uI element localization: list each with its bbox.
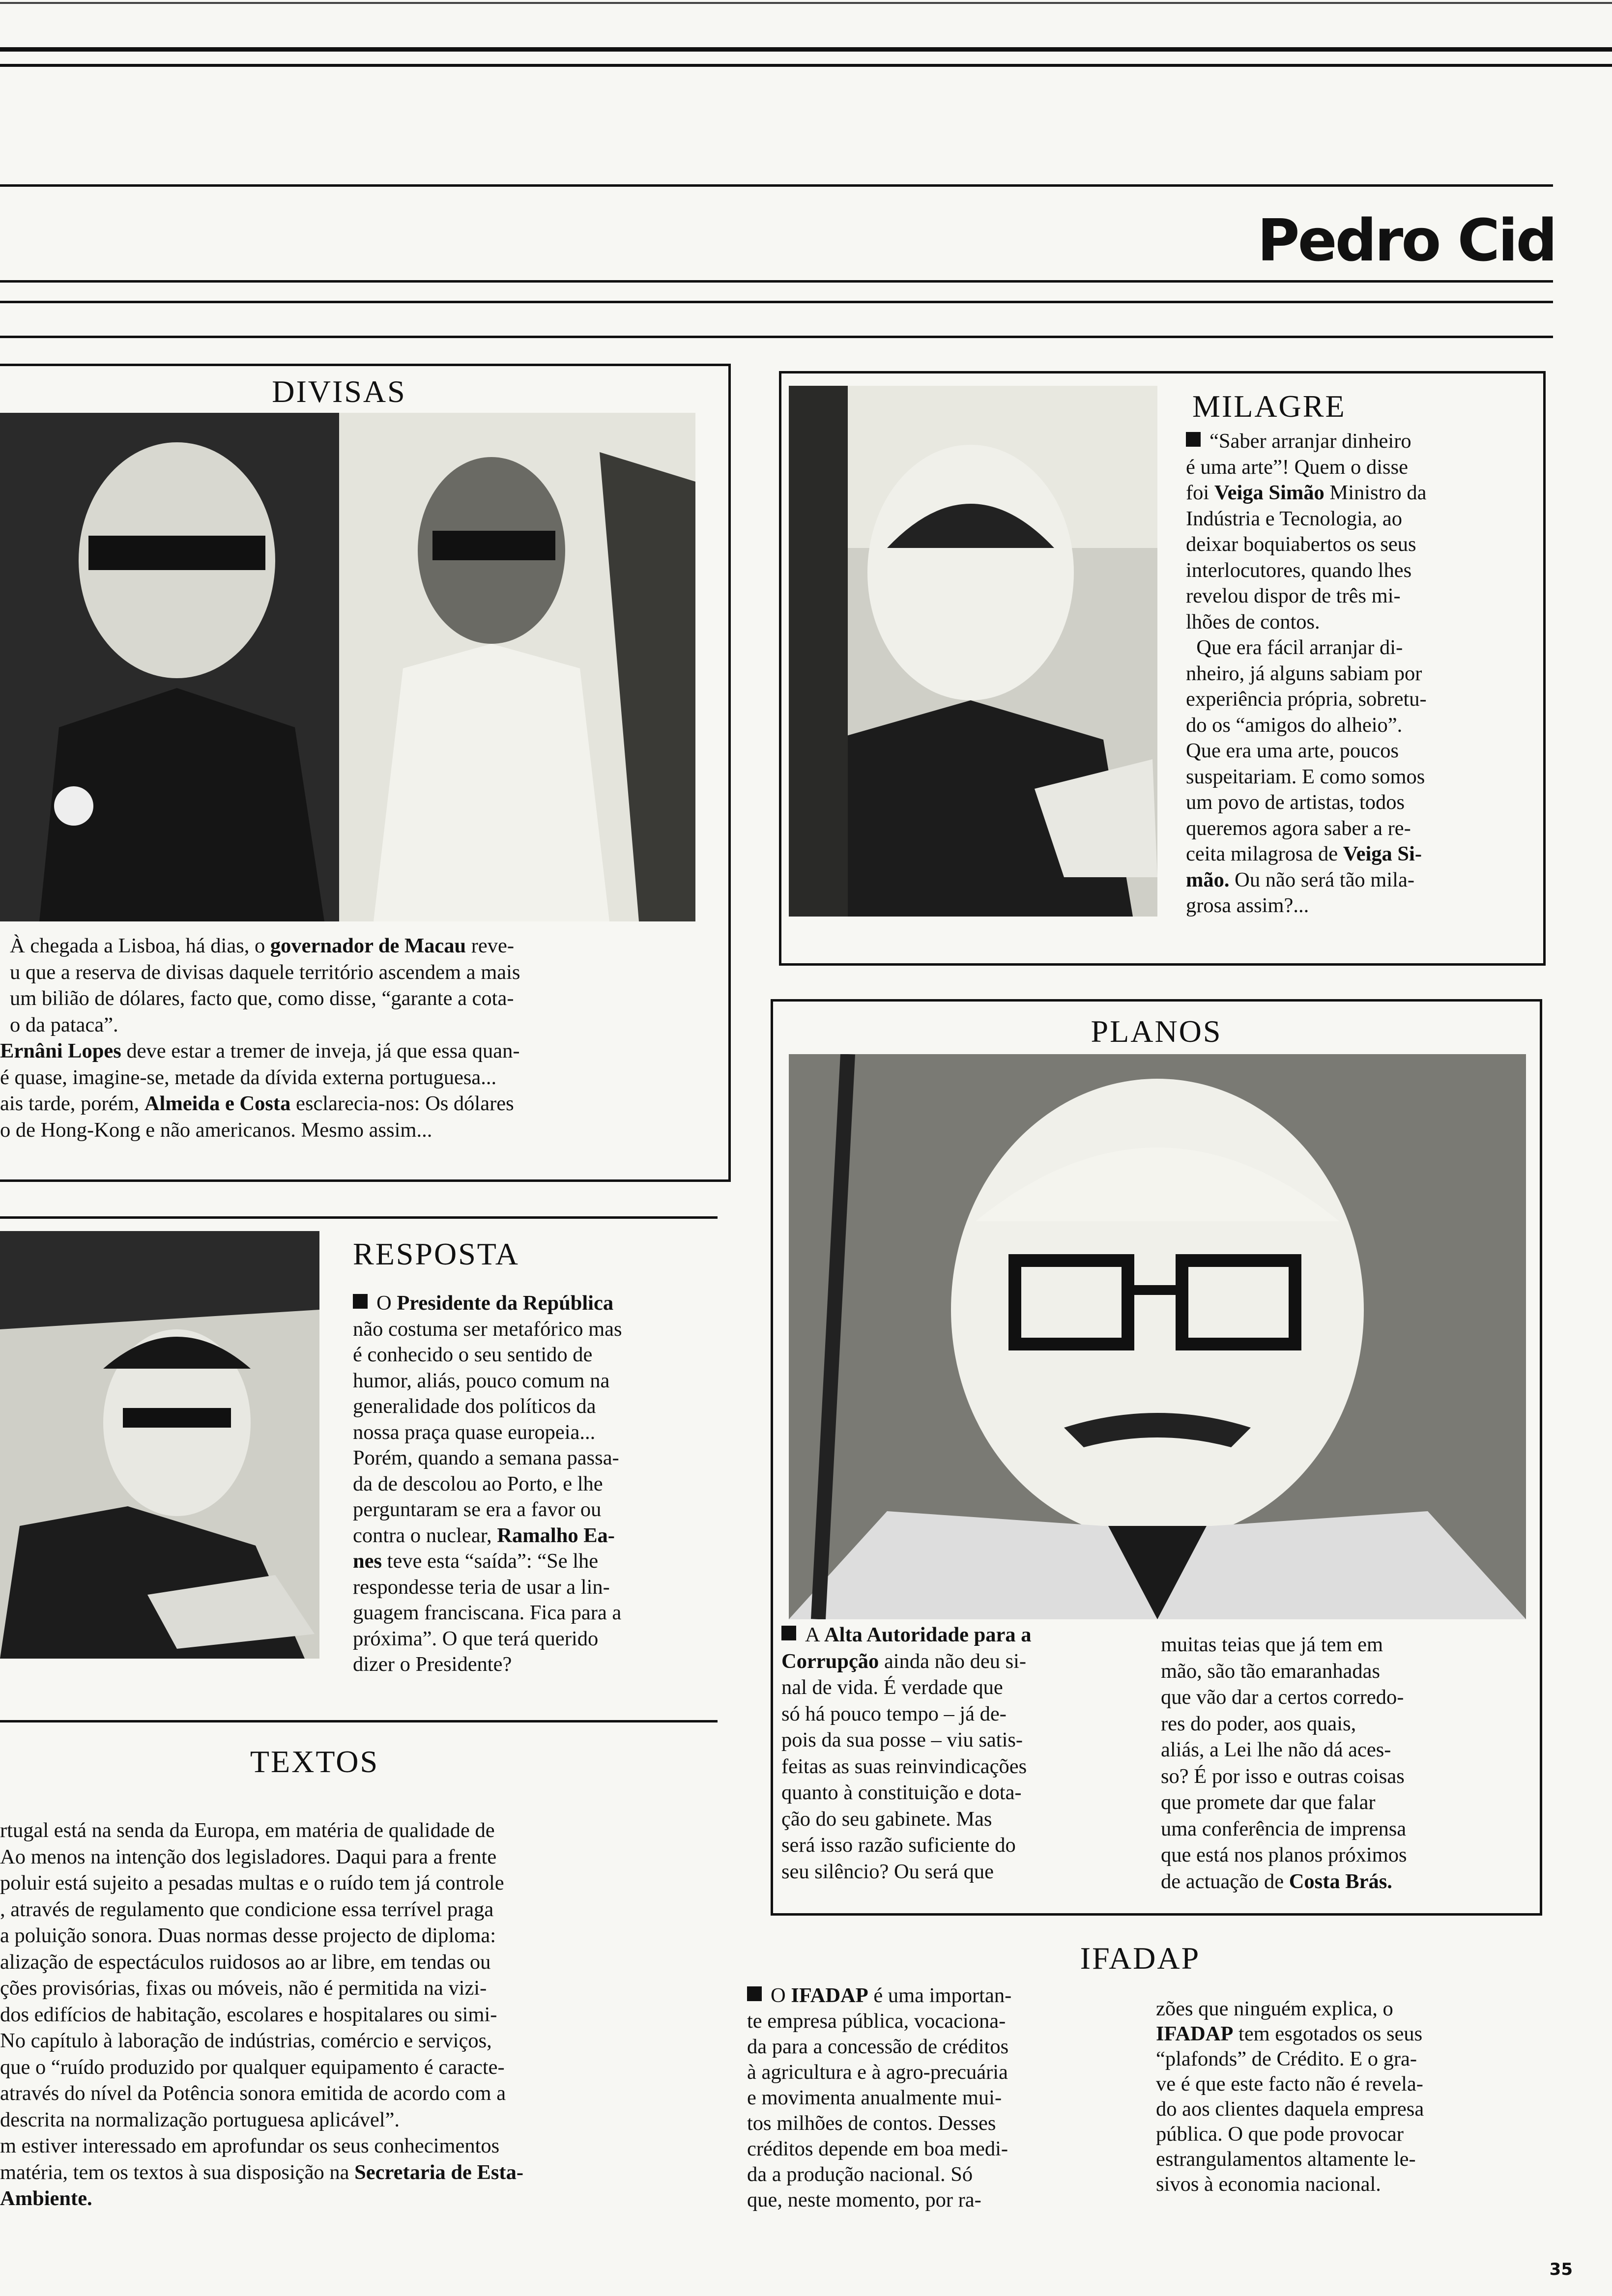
top-rule-3: [0, 64, 1612, 67]
milagre-title: MILAGRE: [1192, 389, 1346, 424]
header-rule-bottom-2: [0, 301, 1553, 303]
divisas-paragraph-1: À chegada a Lisboa, há dias, o governador de Macau reve- u que a reserva de divisas daquele território ascendem a mais um bilião de dólares, facto que, como disse, “garante a cota- o da pataca”.: [10, 934, 520, 1036]
ifadap-title: IFADAP: [1080, 1941, 1201, 1976]
milagre-text: “Saber arranjar dinheiro é uma arte”! Quem o disse foi Veiga Simão Ministro da Indústria e Tecnologia, ao deixar boquiabertos os seus interlocutores, quando lhes revelou dispor de três mi- lhões de contos. Que era fácil arranjar di- nheiro, já alguns sabiam por experiência própria, sobretu- do os “amigos do alheio”. Que era uma arte, poucos suspeitariam. E como somos um povo de artistas, todos queremos agora saber a re- ceita milagrosa de Veiga Si- mão. Ou não será tão mila- grosa assim?...: [1186, 430, 1427, 917]
bullet-square-icon: [1186, 432, 1201, 447]
textos-text: rtugal está na senda da Europa, em matéria de qualidade de Ao menos na intenção dos legisladores. Daqui para a frente poluir está sujeito a pesadas multas e o ruído tem já controle , através de regulamento que condicione essa terrível praga a poluição sonora. Duas normas desse projecto de diploma: alização de espectáculos ruidosos ao ar libre, em tendas ou ções provisórias, fixas ou móveis, não é permitida na vizi- dos edifícios de habitação, escolares e hospitalares ou simi- No capítulo à laboração de indústrias, comércio e serviços, que o “ruído produzido por qualquer equipamento é caracte- através do nível da Potência sonora emitida de acordo com a descrita na normalização portuguesa aplicável”. m estiver interessado em aprofundar os seus conhecimentos matéria, tem os textos à sua disposição na Secretaria de Esta- Ambiente.: [0, 1819, 523, 2210]
planos-column-1: A Alta Autoridade para a Corrupção ainda não deu si- nal de vida. É verdade que só há pouco tempo – já de- pois da sua posse – viu satis- feitas as suas reinvindicações quanto à constituição e dota- ção do seu gabinete. Mas será isso razão suficiente do seu silêncio? Ou será que: [781, 1623, 1032, 1883]
top-rule-1: [0, 2, 1612, 4]
bullet-square-icon: [781, 1626, 796, 1640]
divisas-title: DIVISAS: [272, 374, 406, 409]
textos-rule: [0, 1720, 718, 1722]
milagre-photo: [789, 386, 1157, 917]
author-name: Pedro Cid: [1257, 206, 1555, 274]
planos-column-2: muitas teias que já tem em mão, são tão emaranhadas que vão dar a certos corredo- res do poder, aos quais, aliás, a Lei lhe não dá aces- so? É por isso e outras coisas que promete dar que falar uma conferência de imprensa que está nos planos próximos de actuação de Costa Brás.: [1161, 1633, 1407, 1893]
resposta-photo: [0, 1231, 319, 1659]
page-number: 35: [1549, 2260, 1573, 2279]
divisas-photo: [0, 413, 695, 921]
planos-photo: [789, 1054, 1526, 1619]
resposta-text: O Presidente da República não costuma ser metafórico mas é conhecido o seu sentido de humor, aliás, pouco comum na generalidade dos políticos da nossa praça quase europeia... Porém, quando a semana passa- da de descolou ao Porto, e lhe perguntaram se era a favor ou contra o nuclear, Ramalho Ea- nes teve esta “saída”: “Se lhe respondesse teria de usar a lin- guagem franciscana. Fica para a próxima”. O que terá querido dizer o Presidente?: [353, 1292, 622, 1676]
bullet-square-icon: [747, 1986, 762, 2001]
ifadap-column-2: zões que ninguém explica, o IFADAP tem esgotados os seus “plafonds” de Crédito. E o gra- ve é que este facto não é revela- do aos clientes daquela empresa pública. O que pode provocar estrangulamentos altamente le- sivos à economia nacional.: [1156, 1997, 1424, 2196]
planos-title: PLANOS: [1091, 1014, 1222, 1049]
textos-title: TEXTOS: [250, 1744, 379, 1779]
top-rule-2: [0, 47, 1612, 52]
divisas-paragraph-2: Ernâni Lopes deve estar a tremer de inveja, já que essa quan- é quase, imagine-se, metade da dívida externa portuguesa... ais tarde, porém, Almeida e Costa esclarecia-nos: Os dólares o de Hong-Kong e não americanos. Mesmo assim...: [0, 1039, 520, 1142]
resposta-title: RESPOSTA: [353, 1236, 519, 1271]
bullet-square-icon: [353, 1294, 368, 1309]
header-rule-bottom-3: [0, 336, 1553, 338]
header-rule-top: [0, 184, 1553, 187]
ifadap-column-1: O IFADAP é uma importan- te empresa pública, vocaciona- da para a concessão de créditos à agricultura e à agro-precuária e movimenta anualmente mui- tos milhões de contos. Desses créditos depende em boa medi- da a produção nacional. Só que, neste momento, por ra-: [747, 1984, 1012, 2211]
header-rule-bottom: [0, 280, 1553, 283]
resposta-rule: [0, 1216, 718, 1219]
